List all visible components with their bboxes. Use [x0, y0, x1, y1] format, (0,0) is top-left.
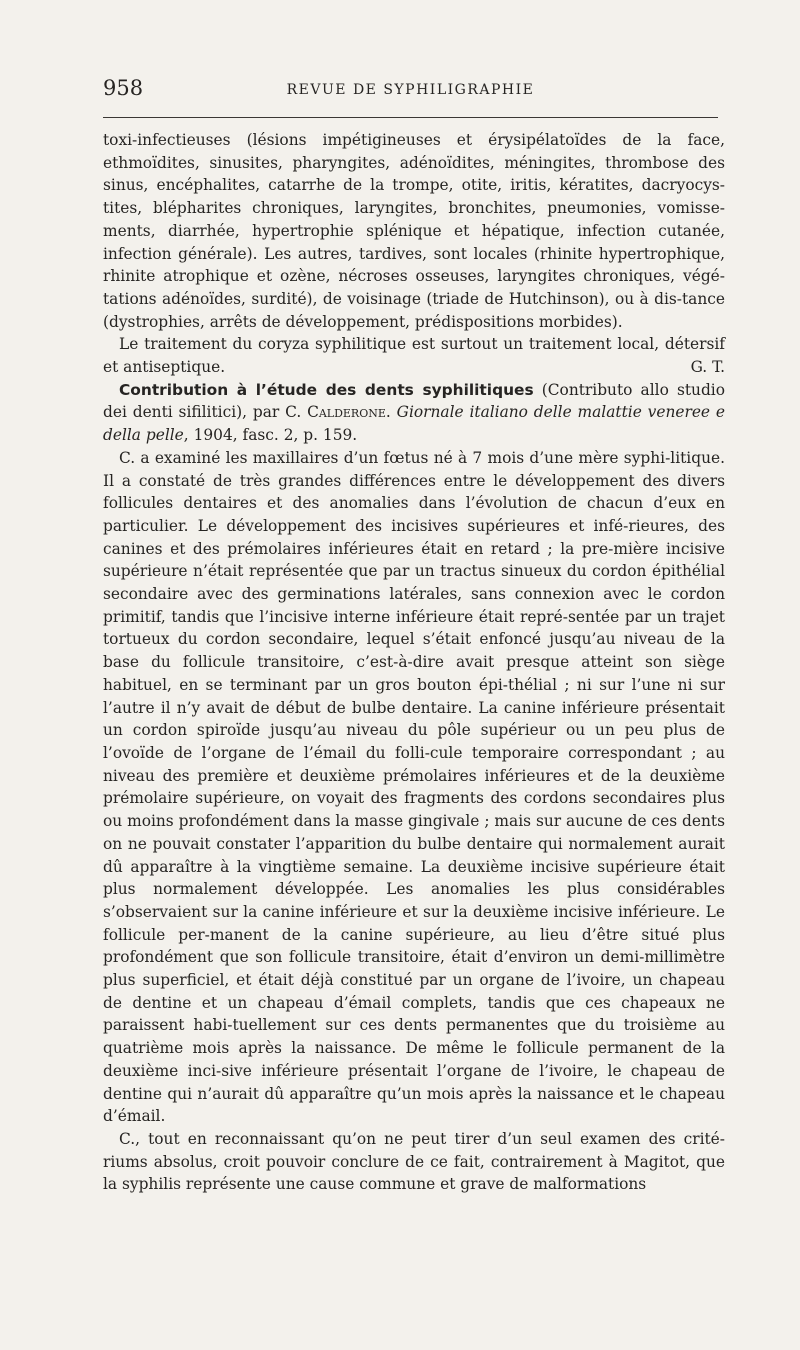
header-rule — [103, 117, 718, 118]
article-title: Contribution à l’étude des dents syphilitiques — [119, 380, 534, 399]
paragraph-examination: C. a examiné les maxillaires d’un fœtus né à 7 mois d’une mère syphi-litique. Il a constaté de très grandes différences entre le développement des divers follicules dentaires et des anomalies dans l’évolution de chacun d’eux en particulier. Le développement des incisives supérieures et infé-rieures, des canines et des prémolaires inférieures était en retard ; la pre-mière incisive supérieure n’était représentée que par un tractus sinueux du cordon épithélial secondaire avec des germinations latérales, sans connexion avec le cordon primitif, tandis que l’incisive interne inférieure était repré-sentée par un trajet tortueux du cordon secondaire, lequel s’était enfoncé jusqu’au niveau de la base du follicule transitoire, c’est-à-dire avait presque atteint son siège habituel, en se terminant par un gros bouton épi-thélial ; ni sur l’une ni sur l’autre il n’y avait de début de bulbe dentaire. La canine inférieure présentait un cordon spiroïde jusqu’au niveau du pôle supérieur ou un peu plus de l’ovoïde de l’organe de l’émail du folli-cule temporaire correspondant ; au niveau des première et deuxième prémolaires inférieures et de la deuxième prémolaire supérieure, on voyait des fragments des cordons secondaires plus ou moins profondément dans la masse gingivale ; mais sur aucune de ces dents on ne pouvait constater l’apparition du bulbe dentaire qui normalement aurait dû apparaître à la vingtième semaine. La deuxième incisive supérieure était plus normalement développée. Les anomalies les plus considérables s’observaient sur la canine inférieure et sur la deuxième incisive inférieure. Le follicule per-manent de la canine supérieure, au lieu d’être situé plus profondément que son follicule transitoire, était d’environ un demi-millimètre plus superficiel, et était déjà constitué par un organe de l’ivoire, un chapeau de dentine et un chapeau d’émail complets, tandis que ces chapeaux ne paraissent habi-tuellement sur ces dents permanentes que du troisième au quatrième mois après la naissance. De même le follicule permanent de la deuxième inci-sive inférieure présentait l’organe de l’ivoire, le chapeau de dentine qui n’aurait dû apparaître qu’un mois après la naissance et le chapeau d’émail. — [103, 448, 725, 1126]
article-author: Calderone — [307, 403, 386, 422]
signature: G. T. — [690, 358, 725, 377]
running-head: REVUE DE SYPHILIGRAPHIE — [286, 82, 535, 98]
article-translation: (Contributo allo studio dei denti sifilitici), par C. — [103, 380, 725, 422]
article-separator: . — [385, 403, 397, 422]
paragraph-conclusion: C., tout en reconnaissant qu’on ne peut tirer d’un seul examen des crité-riums absolus, croit pouvoir conclure de ce fait, contrairement à Magitot, que la syphilis représente une cause commune et grave de malformations — [103, 1129, 725, 1194]
paragraph-continued: toxi-infectieuses (lésions impétigineuses et érysipélatoïdes de la face, ethmoïdites, sinusites, pharyngites, adénoïdites, méningites, thrombose des sinus, encéphalites, catarrhe de la trompe, otite, iritis, kératites, dacryocys-tites, blépharites chroniques, laryngites, bronchites, pneumonies, vomisse-ments, diarrhée, hypertrophie splénique et hépatique, infection cutanée, infection générale). Les autres, tardives, sont locales (rhinite hypertrophique, rhinite atrophique et ozène, nécroses osseuses, laryngites chroniques, végé-tations adénoïdes, surdité), de voisinage (triade de Hutchinson), ou à dis-tance (dystrophies, arrêts de développement, prédispositions morbides). — [103, 131, 725, 331]
paragraph-treatment — [103, 333, 725, 378]
treatment-text: Le traitement du coryza syphilitique est surtout un traitement local, détersif et antiseptique. — [103, 335, 725, 377]
body-text — [103, 129, 725, 1196]
journal-title: Giornale italiano delle malattie veneree e della pelle — [103, 403, 725, 445]
page-header — [103, 74, 718, 104]
page-number: 958 — [103, 76, 144, 100]
article-citation: , 1904, fasc. 2, p. 159. — [183, 426, 358, 445]
article-reference — [103, 379, 725, 447]
